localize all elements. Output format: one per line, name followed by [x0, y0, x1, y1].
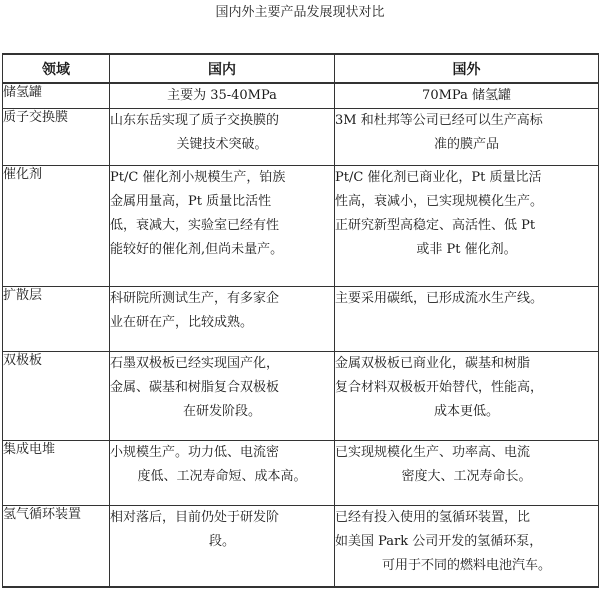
cell-line: 已实现规模化生产、功率高、电流 — [335, 445, 531, 460]
cell-line: 金属、碳基和树脂复合双极板 — [110, 380, 280, 395]
cell-line: 关键技术突破。 — [176, 137, 268, 152]
cell-line: 准的膜产品 — [433, 137, 499, 152]
cell-line: 复合材料双极板开始替代，性能高， — [335, 380, 544, 395]
cell-line: 性高，衰减小，已实现规模化生产。 — [335, 194, 544, 209]
cell-line: 石墨双极板已经实现国产化， — [110, 356, 280, 371]
cell-line: 已经有投入使用的氢循环装置，比 — [335, 510, 531, 525]
header-field: 领域 — [3, 54, 110, 83]
cell-line: 科研院所测试生产，有多家企 — [110, 291, 280, 306]
table-row — [3, 83, 599, 109]
row-domestic — [110, 506, 335, 588]
table-row — [3, 352, 599, 441]
row-domestic — [110, 441, 335, 506]
row-field: 氢气循环装置 — [3, 506, 110, 588]
table-row — [3, 287, 599, 352]
row-field: 储氢罐 — [3, 83, 110, 109]
cell-line: 或非 Pt 催化剂。 — [416, 242, 517, 257]
cell-line: 段。 — [208, 534, 235, 549]
cell-line: 金属双极板已商业化，碳基和树脂 — [335, 356, 531, 371]
row-foreign — [335, 83, 599, 109]
row-field: 质子交换膜 — [3, 109, 110, 166]
row-field: 集成电堆 — [3, 441, 110, 506]
cell-line: 可用于不同的燃料电池汽车。 — [381, 558, 551, 573]
row-foreign — [335, 506, 599, 588]
cell-line: 金属用量高，Pt 质量比活性 — [110, 194, 272, 209]
row-domestic — [110, 109, 335, 166]
cell-line: 如美国 Park 公司开发的氢循环泵， — [335, 534, 543, 549]
row-domestic — [110, 287, 335, 352]
cell-line: 山东东岳实现了质子交换膜的 — [110, 113, 280, 128]
cell-line: 度低、工况寿命短、成本高。 — [137, 469, 307, 484]
row-foreign — [335, 287, 599, 352]
row-foreign — [335, 109, 599, 166]
cell-line: 主要采用碳纸，已形成流水生产线。 — [335, 291, 544, 306]
cell-line: 正研究新型高稳定、高活性、低 Pt — [335, 218, 536, 233]
header-domestic: 国内 — [110, 54, 335, 83]
cell-line: 能较好的催化剂,但尚未量产。 — [110, 242, 284, 257]
cell-line: Pt/C 催化剂小规模生产，铂族 — [110, 170, 286, 185]
table-row — [3, 166, 599, 287]
cell-line: 成本更低。 — [433, 404, 499, 419]
row-domestic — [110, 83, 335, 109]
row-domestic — [110, 352, 335, 441]
table-header-row — [3, 54, 599, 83]
header-foreign: 国外 — [335, 54, 599, 83]
table-row — [3, 441, 599, 506]
row-field: 扩散层 — [3, 287, 110, 352]
cell-line: 业在研在产，比较成熟。 — [110, 315, 254, 330]
cell-line: 小规模生产。功力低、电流密 — [110, 445, 280, 460]
table-row — [3, 506, 599, 588]
cell-line: 主要为 35-40MPa — [167, 88, 277, 103]
cell-line: 3M 和杜邦等公司已经可以生产高标 — [335, 113, 543, 128]
row-domestic — [110, 166, 335, 287]
table-title: 国内外主要产品发展现状对比 — [215, 5, 385, 20]
cell-line: Pt/C 催化剂已商业化，Pt 质量比活 — [335, 170, 542, 185]
cell-line: 70MPa 储氢罐 — [422, 88, 511, 103]
cell-line: 密度大、工况寿命长。 — [401, 469, 532, 484]
row-foreign — [335, 166, 599, 287]
row-foreign — [335, 441, 599, 506]
row-foreign — [335, 352, 599, 441]
cell-line: 低，衰减大，实验室已经有性 — [110, 218, 280, 233]
row-field: 催化剂 — [3, 166, 110, 287]
cell-line: 在研发阶段。 — [182, 404, 261, 419]
cell-line: 相对落后，目前仍处于研发阶 — [110, 510, 280, 525]
comparison-table — [2, 53, 599, 588]
row-field: 双极板 — [3, 352, 110, 441]
table-row — [3, 109, 599, 166]
